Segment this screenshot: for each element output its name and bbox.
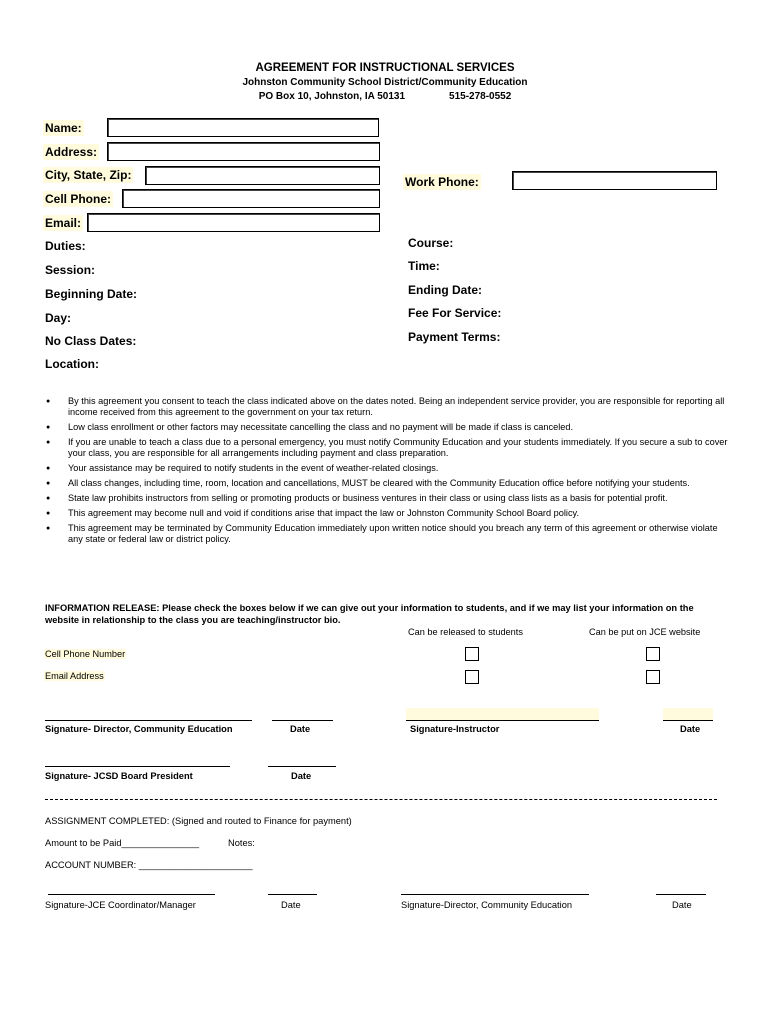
cell-phone-field[interactable] [122,189,380,208]
office-director-date-label: Date [672,900,692,910]
work-phone-label: Work Phone: [405,175,479,189]
information-release-text: INFORMATION RELEASE: Please check the boxes below if we can give out your information to students, and if we may list your information on the website in relationship to the class you are teaching/instructor bio. [45,603,694,625]
director-signature-label: Signature- Director, Community Education [45,724,233,734]
released-to-students-header: Can be released to students [408,627,523,637]
email-website-checkbox[interactable] [646,670,660,684]
name-label: Name: [45,121,82,135]
city-state-zip-label: City, State, Zip: [45,168,132,182]
cell-phone-label: Cell Phone: [45,192,112,206]
coordinator-signature-label: Signature-JCE Coordinator/Manager [45,900,196,910]
city-state-zip-field[interactable] [145,166,380,185]
email-students-checkbox[interactable] [465,670,479,684]
organization-contact [0,91,770,102]
instructor-signature-label: Signature-Instructor [410,724,500,734]
office-director-date-line[interactable] [656,894,706,895]
coordinator-date-label: Date [281,900,301,910]
term-item: ● State law prohibits instructors from selling or promoting products or business ventures in their class or using class lists as a basis for potential profit. [44,493,734,504]
amount-to-be-paid: Amount to be Paid_______________ [45,838,200,848]
board-date-line[interactable] [268,766,336,767]
term-item: ● All class changes, including time, room, location and cancellations, MUST be cleared with the Community Education office before notifying your students. [44,478,734,489]
organization-address: PO Box 10, Johnston, IA 50131 [258,91,406,102]
cell-phone-website-checkbox[interactable] [646,647,660,661]
instructor-date-line[interactable] [663,708,713,721]
director-date-label: Date [290,724,311,734]
jce-website-header: Can be put on JCE website [589,627,701,637]
term-item: ● This agreement may become null and void if conditions arise that impact the law or Johnston Community School Board policy. [44,508,734,519]
notes-label: Notes: [228,838,255,848]
terms-list [44,396,734,549]
organization-phone: 515-278-0552 [449,91,512,102]
email-address-label: Email Address [45,671,104,681]
board-signature-line[interactable] [45,766,230,767]
board-signature-label: Signature- JCSD Board President [45,771,193,781]
email-field[interactable] [87,213,380,232]
location-label: Location: [45,357,99,371]
name-field[interactable] [107,118,379,137]
account-number: ACCOUNT NUMBER: ______________________ [45,860,253,870]
instructor-signature-line[interactable] [406,708,599,721]
duties-label: Duties: [45,239,86,253]
address-field[interactable] [107,142,380,161]
beginning-date-label: Beginning Date: [45,287,137,301]
director-signature-line[interactable] [45,720,252,721]
coordinator-date-line[interactable] [268,894,317,895]
board-date-label: Date [291,771,312,781]
office-director-signature-line[interactable] [401,894,589,895]
term-item: ● Low class enrollment or other factors may necessitate cancelling the class and no payment will be made if class is canceled. [44,422,734,433]
work-phone-field[interactable] [512,171,717,190]
term-item: ● Your assistance may be required to notify students in the event of weather-related closings. [44,463,734,474]
coordinator-signature-line[interactable] [48,894,215,895]
term-item: ● This agreement may be terminated by Community Education immediately upon written notice should you breach any term of this agreement or otherwise violate any state or federal law or district policy. [44,523,734,545]
section-divider [45,799,717,800]
office-director-signature-label: Signature-Director, Community Education [401,900,573,910]
fee-for-service-label: Fee For Service: [408,306,502,320]
document-title: AGREEMENT FOR INSTRUCTIONAL SERVICES [255,62,515,74]
instructor-date-label: Date [680,724,701,734]
ending-date-label: Ending Date: [408,283,482,297]
address-label: Address: [45,145,98,159]
director-date-line[interactable] [272,720,333,721]
assignment-completed-text: ASSIGNMENT COMPLETED: (Signed and routed to Finance for payment) [45,816,352,826]
no-class-dates-label: No Class Dates: [45,334,137,348]
term-item: ● If you are unable to teach a class due to a personal emergency, you must notify Community Education and your students immediately. If you secure a sub to cover your class, you are responsible for all arrangements including payment and class preparation. [44,437,734,459]
session-label: Session: [45,263,96,277]
email-label: Email: [45,216,82,230]
term-item: ● By this agreement you consent to teach the class indicated above on the dates noted. Being an independent service provider, you are responsible for reporting all income received from this agreement to the government on your tax return. [44,396,734,418]
cell-phone-students-checkbox[interactable] [465,647,479,661]
payment-terms-label: Payment Terms: [408,330,501,344]
time-label: Time: [408,259,440,273]
cell-phone-number-label: Cell Phone Number [45,649,126,659]
day-label: Day: [45,311,72,325]
course-label: Course: [408,236,454,250]
organization-name: Johnston Community School District/Community Education [242,77,528,88]
